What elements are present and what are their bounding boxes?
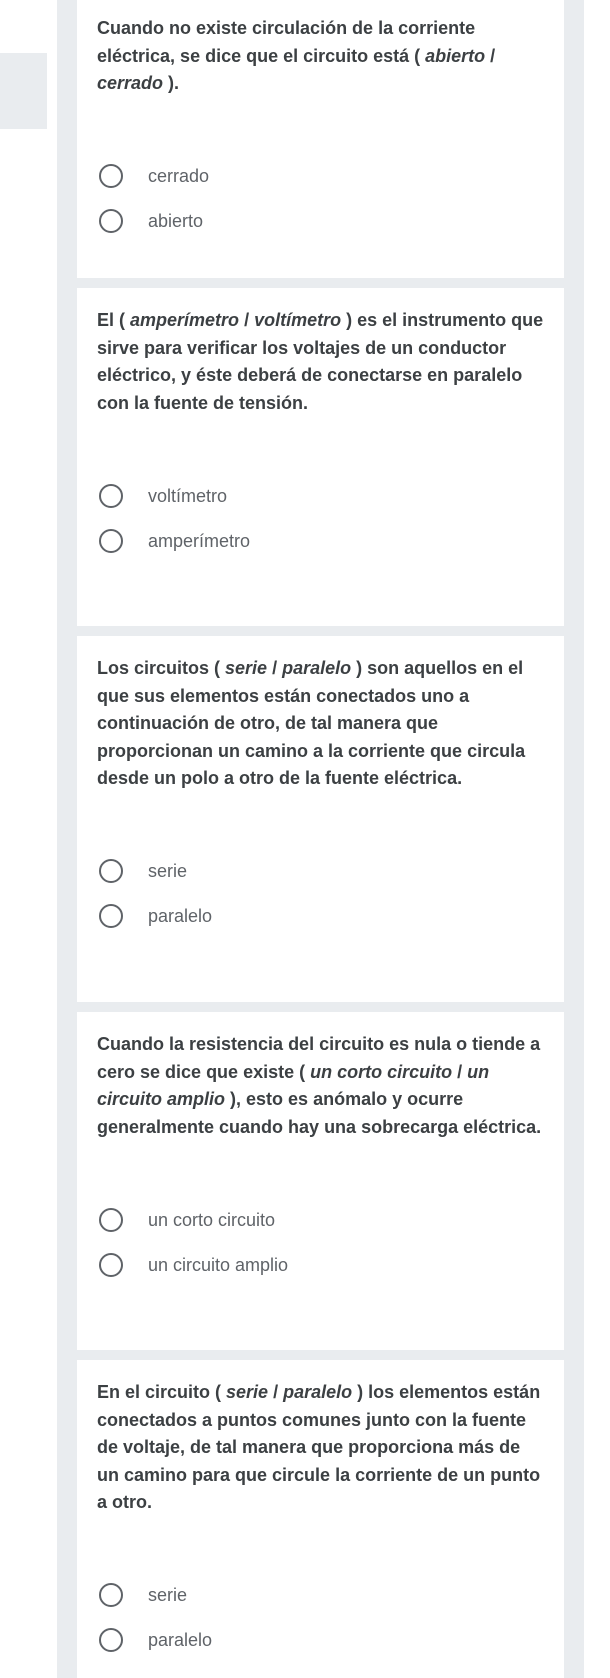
radio-button[interactable] <box>99 1628 123 1652</box>
radio-group <box>97 1573 544 1663</box>
radio-option[interactable] <box>97 199 544 244</box>
radio-group <box>97 849 544 939</box>
option-label: cerrado <box>148 166 210 186</box>
option-label: abierto <box>148 211 204 231</box>
option-label: paralelo <box>148 906 213 926</box>
radio-button[interactable] <box>99 484 123 508</box>
radio-button[interactable] <box>99 1208 123 1232</box>
option-label: un circuito amplio <box>148 1254 289 1275</box>
radio-option[interactable] <box>97 1573 544 1618</box>
option-label: voltímetro <box>148 485 228 506</box>
radio-button[interactable] <box>99 164 123 188</box>
question-text: Los circuitos ( serie / paralelo ) son aquellos en el que sus elementos están conectados uno a continuación de otro, de tal manera que proporcionan un camino a la corriente que circula desde un polo a otro de la fuente eléctrica. <box>97 658 526 788</box>
radio-button[interactable] <box>99 859 123 883</box>
question-text: En el circuito ( serie / paralelo ) los elementos están conectados a puntos comunes junto con la fuente de voltaje, de tal manera que proporciona más de un camino para que circule la corriente de un punto a otro. <box>97 1382 541 1512</box>
question-card <box>77 288 564 626</box>
question-card <box>77 636 564 1002</box>
radio-option[interactable] <box>97 1197 544 1242</box>
option-label: serie <box>148 861 188 881</box>
radio-button[interactable] <box>99 209 123 233</box>
radio-option[interactable] <box>97 849 544 894</box>
radio-button[interactable] <box>99 904 123 928</box>
radio-group <box>97 1197 544 1287</box>
radio-option[interactable] <box>97 894 544 939</box>
radio-option[interactable] <box>97 473 544 518</box>
radio-group <box>97 154 544 244</box>
radio-button[interactable] <box>99 1583 123 1607</box>
option-label: serie <box>148 1585 188 1605</box>
option-label: amperímetro <box>148 530 251 551</box>
question-text: Cuando no existe circulación de la corriente eléctrica, se dice que el circuito está ( abierto / cerrado ). <box>97 18 496 93</box>
question-card <box>77 0 564 278</box>
side-panel-tab[interactable] <box>0 53 47 129</box>
option-label: paralelo <box>148 1630 213 1650</box>
question-card <box>77 1012 564 1350</box>
radio-button[interactable] <box>99 1253 123 1277</box>
radio-button[interactable] <box>99 529 123 553</box>
question-text: El ( amperímetro / voltímetro ) es el instrumento que sirve para verificar los voltajes de un conductor eléctrico, y éste deberá de conectarse en paralelo con la fuente de tensión. <box>97 310 544 413</box>
radio-group <box>97 473 544 563</box>
radio-option[interactable] <box>97 1242 544 1287</box>
radio-option[interactable] <box>97 518 544 563</box>
option-label: un corto circuito <box>148 1209 276 1230</box>
question-card <box>77 1360 564 1678</box>
question-text: Cuando la resistencia del circuito es nula o tiende a cero se dice que existe ( un corto circuito / un circuito amplio ), esto es anómalo y ocurre generalmente cuando hay una sobrecarga eléctrica. <box>97 1034 542 1137</box>
radio-option[interactable] <box>97 1618 544 1663</box>
page-left-margin <box>0 0 57 1678</box>
radio-option[interactable] <box>97 154 544 199</box>
page-right-margin <box>584 0 610 1678</box>
